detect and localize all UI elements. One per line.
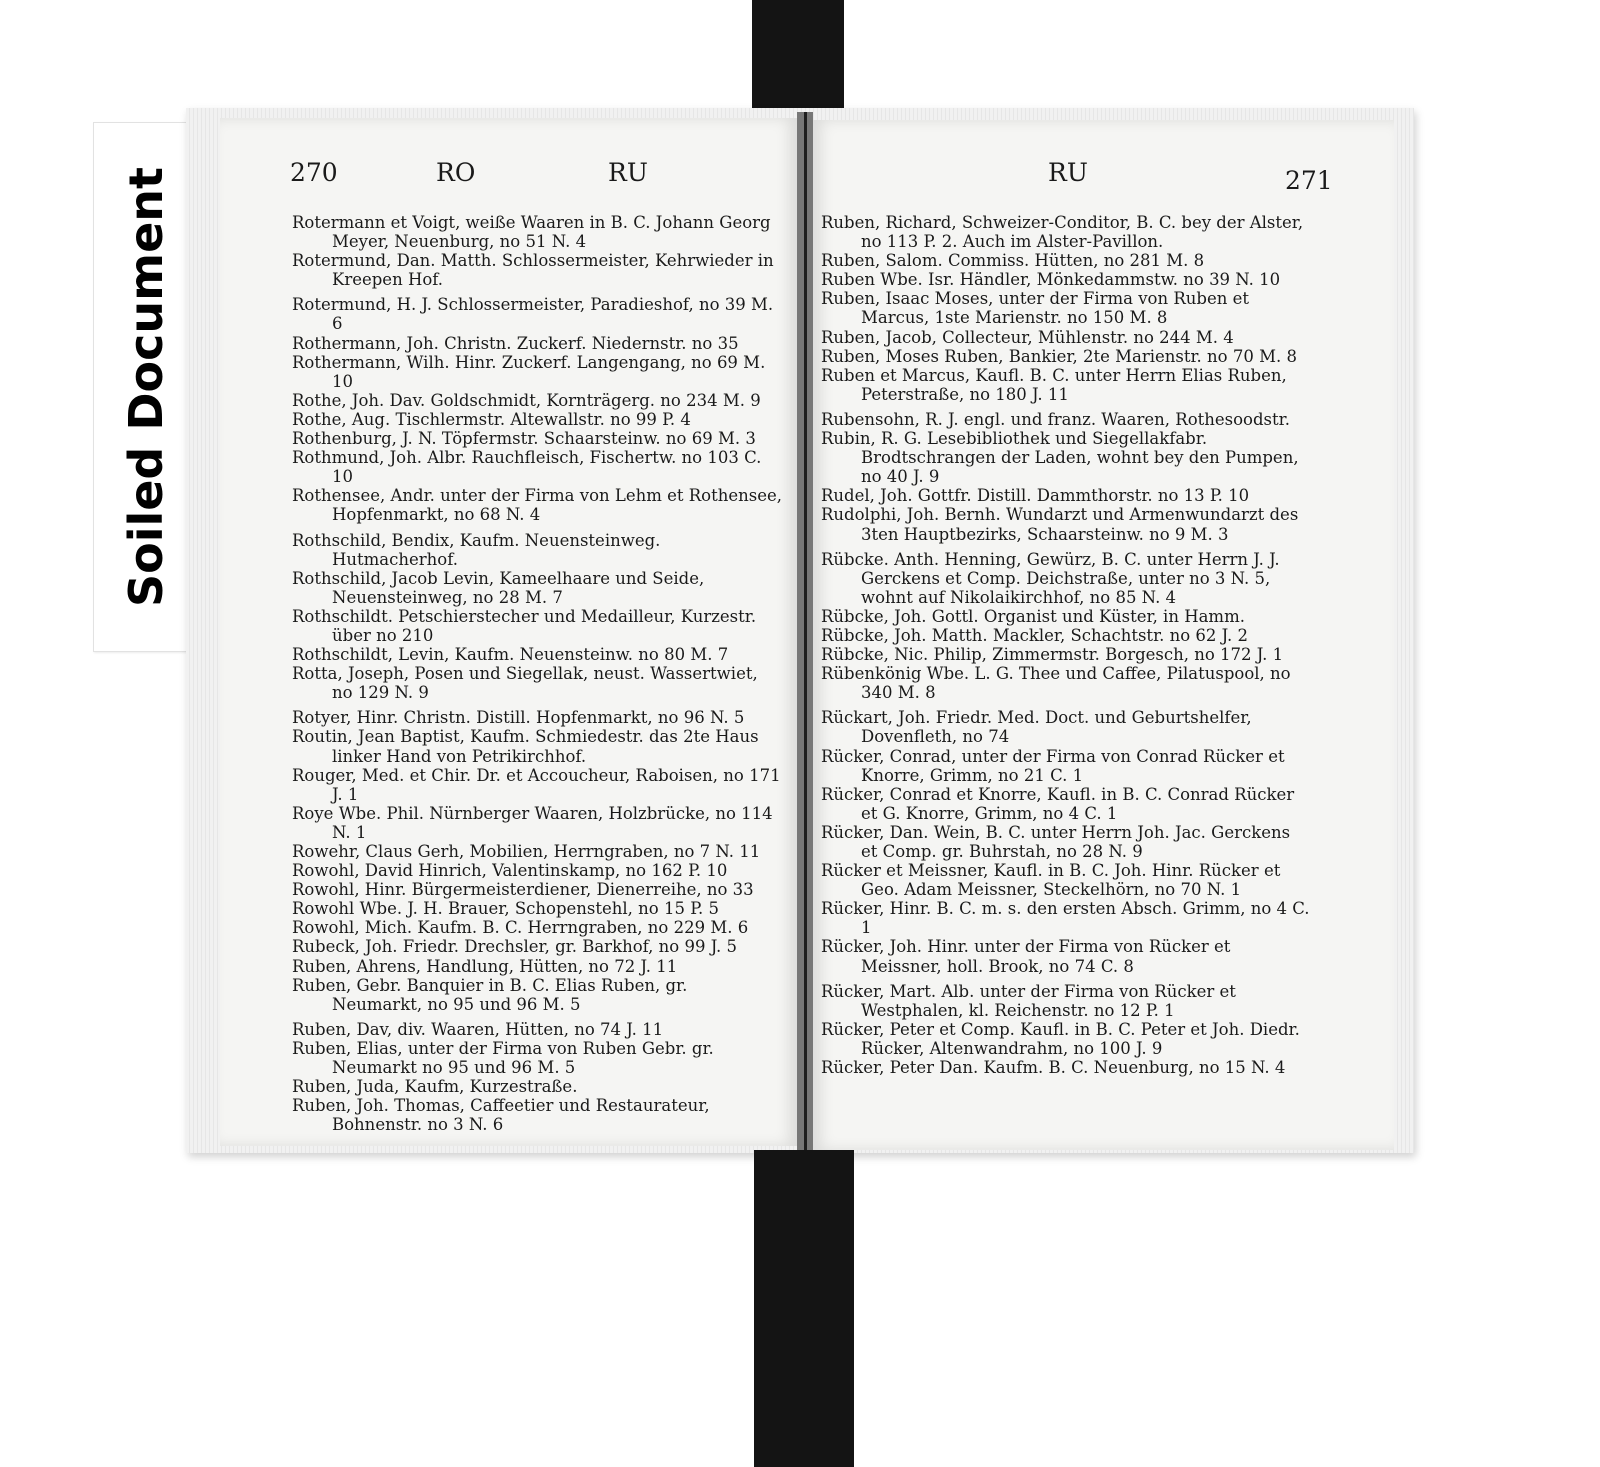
directory-entry: Rücker, Dan. Wein, B. C. unter Herrn Joh. Jac. Gerckens et Comp. gr. Buhrstah, no 28 N. 9 [821,822,1291,861]
directory-entry: Rotermund, H. J. Schlossermeister, Paradieshof, no 39 M. 6 [292,295,774,334]
directory-entry: Rücker, Conrad, unter der Firma von Conrad Rücker et Knorre, Grimm, no 21 C. 1 [821,746,1285,785]
directory-entry: Rücker et Meissner, Kaufl. in B. C. Joh. Hinr. Rücker et Geo. Adam Meissner, Steckelhörn, no 70 N. 1 [821,861,1281,900]
directory-entry: Rubin, R. G. Lesebibliothek und Siegellakfabr. Brodtschrangen der Laden, wohnt bey den Pumpen, no 40 J. 9 [821,429,1299,487]
directory-entry: Rouger, Med. et Chir. Dr. et Accoucheur, Raboisen, no 171 J. 1 [292,765,781,804]
directory-entry: Ruben, Dav, div. Waaren, Hütten, no 74 J. 11 [292,1019,664,1039]
left-header-ro: RO [436,158,476,187]
directory-entry: Rübcke, Joh. Matth. Mackler, Schachtstr. no 62 J. 2 [821,625,1248,645]
directory-entry: Roye Wbe. Phil. Nürnberger Waaren, Holzbrücke, no 114 N. 1 [292,803,773,842]
directory-entry: Rothermann, Joh. Christn. Zuckerf. Niedernstr. no 35 [292,333,739,353]
directory-entry: Rotermann et Voigt, weiße Waaren in B. C. Johann Georg Meyer, Neuenburg, no 51 N. 4 [292,213,771,252]
directory-entry: Rothe, Joh. Dav. Goldschmidt, Kornträgerg. no 234 M. 9 [292,390,761,410]
directory-entry: Rothschildt. Petschierstecher und Medailleur, Kurzestr. über no 210 [292,606,757,645]
directory-entry: Rübcke. Anth. Henning, Gewürz, B. C. unter Herrn J. J. Gerckens et Comp. Deichstraße, unter no 3 N. 5, wohnt auf Nikolaikirchhof, no 85 N. 4 [821,549,1280,607]
directory-entry: Rudel, Joh. Gottfr. Distill. Dammthorstr. no 13 P. 10 [821,486,1250,506]
directory-entry: Rowohl, Mich. Kaufm. B. C. Herrngraben, no 229 M. 6 [292,918,749,938]
directory-entry: Ruben, Elias, unter der Firma von Ruben Gebr. gr. Neumarkt no 95 und 96 M. 5 [292,1038,714,1078]
directory-entry: Rothschild, Bendix, Kaufm. Neuensteinweg. Hutmacherhof. [292,530,661,569]
directory-entry: Rothmund, Joh. Albr. Rauchfleisch, Fischertw. no 103 C. 10 [292,448,762,487]
directory-entry: Rothermann, Wilh. Hinr. Zuckerf. Langengang, no 69 M. 10 [292,352,766,391]
directory-entry: Routin, Jean Baptist, Kaufm. Schmiedestr. das 2te Haus linker Hand von Petrikirchhof. [292,727,759,766]
directory-entry: Rowehr, Claus Gerh, Mobilien, Herrngraben, no 7 N. 11 [292,842,761,861]
directory-entry: Ruben, Richard, Schweizer-Conditor, B. C. bey der Alster, no 113 P. 2. Auch im Alster-Pavillon. [821,213,1304,252]
directory-entry: Ruben, Isaac Moses, unter der Firma von Ruben et Marcus, 1ste Marienstr. no 150 M. 8 [821,289,1250,328]
directory-entry: Rudolphi, Joh. Bernh. Wundarzt und Armenwundarzt des 3ten Hauptbezirks, Schaarsteinw. no 9 M. 3 [821,505,1299,544]
right-page-number: 271 [1285,166,1333,195]
directory-entry: Rotyer, Hinr. Christn. Distill. Hopfenmarkt, no 96 N. 5 [292,708,745,728]
directory-entry: Rothschild, Jacob Levin, Kameelhaare und Seide, Neuensteinweg, no 28 M. 7 [292,568,705,607]
left-page-number: 270 [290,158,338,187]
directory-entry: Ruben, Moses Ruben, Bankier, 2te Marienstr. no 70 M. 8 [821,346,1297,366]
soiled-document-label [93,122,199,652]
directory-entry: Rücker, Peter et Comp. Kaufl. in B. C. Peter et Joh. Diedr. Rücker, Altenwandrahm, no 100 J. 9 [821,1019,1300,1058]
directory-entry: Rothe, Aug. Tischlermstr. Altewallstr. no 99 P. 4 [292,409,691,429]
directory-entry: Rücker, Mart. Alb. unter der Firma von Rücker et Westphalen, kl. Reichenstr. no 12 P. 1 [821,981,1236,1020]
directory-entry: Rowohl, Hinr. Bürgermeisterdiener, Dienerreihe, no 33 [292,880,754,900]
directory-entry: Rothenburg, J. N. Töpfermstr. Schaarsteinw. no 69 M. 3 [292,429,756,449]
directory-entry: Rücker, Conrad et Knorre, Kaufl. in B. C. Conrad Rücker et G. Knorre, Grimm, no 4 C. 1 [821,784,1295,823]
left-entry-list [292,213,782,1134]
directory-entry: Ruben, Ahrens, Handlung, Hütten, no 72 J. 11 [292,956,678,976]
directory-entry: Rücker, Hinr. B. C. m. s. den ersten Absch. Grimm, no 4 C. 1 [821,899,1310,938]
directory-entry: Rücker, Joh. Hinr. unter der Firma von Rücker et Meissner, holl. Brook, no 74 C. 8 [821,937,1231,976]
right-page [813,120,1394,1150]
directory-entry: Rücker, Peter Dan. Kaufm. B. C. Neuenburg, no 15 N. 4 [821,1058,1286,1078]
label-text: Soiled Document [119,166,174,608]
bookmark-ribbon-top [752,0,844,125]
directory-entry: Rübcke, Joh. Gottl. Organist und Küster, in Hamm. [821,606,1245,626]
directory-entry: Ruben et Marcus, Kaufl. B. C. unter Herrn Elias Ruben, Peterstraße, no 180 J. 11 [821,365,1287,404]
directory-entry: Rowohl Wbe. J. H. Brauer, Schopenstehl, no 15 P. 5 [292,899,719,919]
directory-entry: Ruben, Joh. Thomas, Caffeetier und Restaurateur, Bohnenstr. no 3 N. 6 [292,1096,710,1135]
directory-entry: Rückart, Joh. Friedr. Med. Doct. und Geburtshelfer, Dovenfleth, no 74 [821,708,1252,747]
directory-entry: Rotta, Joseph, Posen und Siegellak, neust. Wassertwiet, no 129 N. 9 [292,664,758,703]
directory-entry: Ruben, Jacob, Collecteur, Mühlenstr. no 244 M. 4 [821,327,1234,347]
directory-entry: Ruben, Juda, Kaufm, Kurzestraße. [292,1077,578,1097]
left-header-ru: RU [608,158,648,187]
directory-entry: Ruben Wbe. Isr. Händler, Mönkedammstw. no 39 N. 10 [821,270,1281,290]
bookmark-ribbon-bottom [754,1150,854,1467]
directory-entry: Rubeck, Joh. Friedr. Drechsler, gr. Barkhof, no 99 J. 5 [292,937,738,957]
directory-entry: Rubensohn, R. J. engl. und franz. Waaren, Rothesoodstr. [821,409,1290,429]
directory-entry: Rowohl, David Hinrich, Valentinskamp, no 162 P. 10 [292,861,728,881]
book-gutter-line [804,112,807,1152]
directory-entry: Ruben, Salom. Commiss. Hütten, no 281 M. 8 [821,251,1205,271]
directory-entry: Rotermund, Dan. Matth. Schlossermeister, Kehrwieder in Kreepen Hof. [292,251,774,290]
directory-entry: Ruben, Gebr. Banquier in B. C. Elias Ruben, gr. Neumarkt, no 95 und 96 M. 5 [292,975,688,1014]
left-page [220,118,797,1146]
directory-entry: Rothschildt, Levin, Kaufm. Neuensteinw. no 80 M. 7 [292,645,729,665]
directory-entry: Rübcke, Nic. Philip, Zimmermstr. Borgesch, no 172 J. 1 [821,645,1284,665]
directory-entry: Rothensee, Andr. unter der Firma von Lehm et Rothensee, Hopfenmarkt, no 68 N. 4 [292,486,782,525]
right-header-ru: RU [1048,158,1088,187]
right-entry-list [821,213,1311,1077]
directory-entry: Rübenkönig Wbe. L. G. Thee und Caffee, Pilatuspool, no 340 M. 8 [821,664,1291,703]
